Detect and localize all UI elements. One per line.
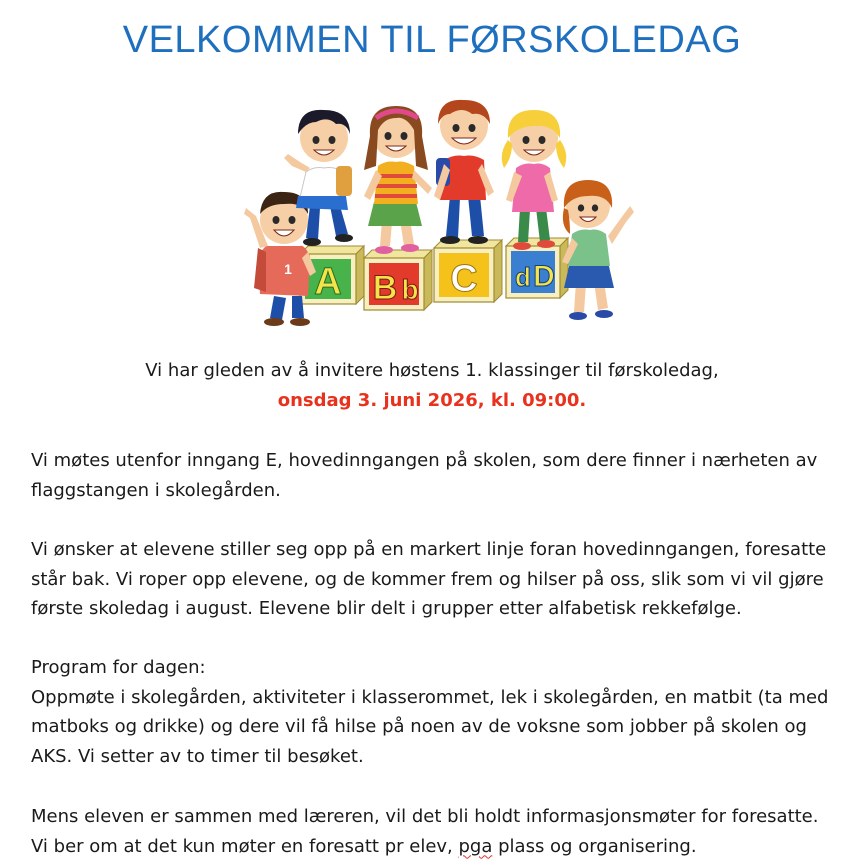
child-boy-center	[434, 100, 494, 244]
block-letter: B	[372, 269, 398, 307]
child-girl-pink-shirt	[502, 110, 567, 250]
block-letter: d	[515, 262, 531, 292]
page-title: VELKOMMEN TIL FØRSKOLEDAG	[122, 19, 742, 61]
child-girl-striped-shirt	[364, 106, 432, 254]
block-letter: b	[401, 274, 419, 305]
event-date: onsdag 3. juni 2026, kl. 09:00.	[277, 390, 587, 411]
parent-meeting-line2a: Vi ber om at det kun møter en foresatt pr elev,	[31, 835, 459, 857]
program-text: Oppmøte i skolegården, aktiviteter i klasserommet, lek i skolegården, en matbit (ta med matboks og drikke) og dere vil få hilse på noen av de voksne som jobber på skolen og AKS. Vi setter av to timer til besøket.	[31, 686, 829, 767]
block-letter: C	[450, 258, 478, 300]
block-c	[434, 240, 502, 302]
invitation-text: Vi har gleden av å invitere høstens 1. klassinger til førskoledag,	[145, 360, 719, 381]
block-letter: A	[314, 261, 342, 303]
parent-meeting-line1: Mens eleven er sammen med læreren, vil det bli holdt informasjonsmøter for foresatte.	[31, 806, 819, 827]
block-b	[364, 250, 432, 310]
parent-meeting-line2b: plass og organisering.	[492, 835, 697, 857]
program-section	[31, 653, 851, 771]
children-on-abc-blocks-illustration	[236, 96, 636, 332]
child-boy-red-shirt	[244, 192, 316, 326]
parent-meeting-paragraph	[31, 802, 851, 861]
program-heading: Program for dagen:	[31, 657, 206, 678]
meeting-point-paragraph: Vi møtes utenfor inngang E, hovedinngangen på skolen, som dere finner i nærheten av flaggstangen i skolegården.	[31, 450, 818, 501]
child-girl-waving	[562, 180, 634, 320]
lineup-paragraph: Vi ønsker at elevene stiller seg opp på en markert linje foran hovedinngangen, foresatte står bak. Vi roper opp elevene, og de kommer frem og hilser på oss, slik som vi vil gjøre første skoledag i august. Elevene blir delt i grupper etter alfabetisk rekkefølge.	[31, 539, 827, 619]
shirt-number: 1	[284, 261, 292, 277]
spellcheck-flagged-word: pga	[458, 835, 493, 857]
block-letter: D	[533, 260, 555, 293]
